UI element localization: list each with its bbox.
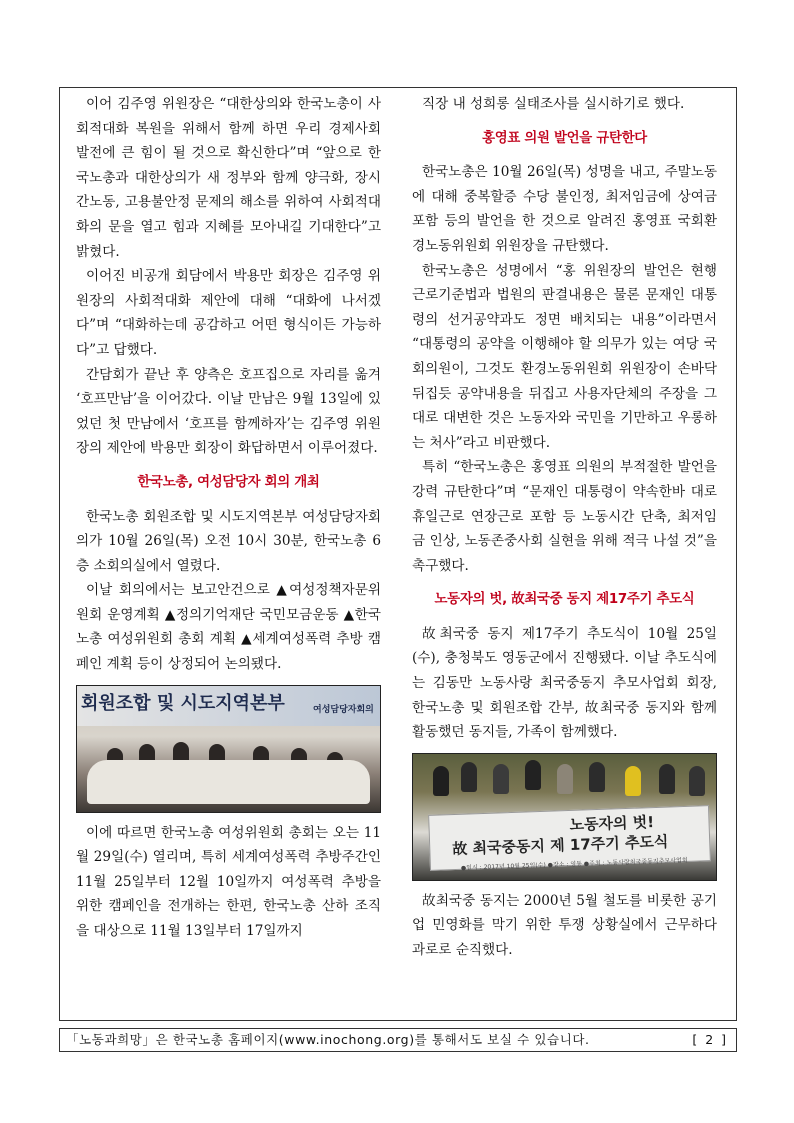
article-paragraph: 간담회가 끝난 후 양측은 호프집으로 자리를 옮겨 ‘호프만남’을 이어갔다. 이날 만남은 9월 13일에 있었던 첫 만남에서 ‘호프를 함께하자’는 김주영 위원장의 제안에 박용만 회장이 화답하면서 이루어졌다. — [76, 366, 381, 457]
meeting-banner-small-text: 여성담당자회의 — [313, 704, 374, 715]
right-column — [412, 92, 717, 963]
left-column — [76, 92, 381, 944]
memorial-banner-line1: 노동자의 벗! — [569, 812, 655, 834]
memorial-person — [493, 764, 509, 794]
memorial-photo — [412, 753, 717, 881]
article-paragraph: 특히 “한국노총은 홍영표 의원의 부적절한 발언을 강력 규탄한다”며 “문재인 대통령이 약속한바 대로 휴일근로 연장근로 포함 등 노동시간 단축, 최저임금 인상, 노동존중사회 실현을 위해 적극 나설 것”을 촉구했다. — [412, 459, 717, 574]
memorial-person — [525, 760, 541, 790]
memorial-banner — [428, 805, 711, 871]
meeting-photo — [76, 685, 381, 813]
article-paragraph: 이날 회의에서는 보고안건으로 ▲여성정책자문위원회 운영계획 ▲정의기억재단 국민모금운동 ▲한국노총 여성위원회 총회 계획 ▲세계여성폭력 추방 캠페인 계획 등이 상정되어 논의됐다. — [76, 582, 381, 673]
article-paragraph: 故최국중 동지 제17주기 추도식이 10월 25일(수), 충청북도 영동군에서 진행됐다. 이날 추도식에는 김동만 노동사랑 최국중동지 추모사업회 회장, 한국노총 및 회원조합 간부, 故최국중 동지와 함께 활동했던 동지들, 가족이 함께했다. — [412, 625, 717, 741]
meeting-banner-text: 회원조합 및 시도지역본부 — [81, 692, 285, 714]
article-paragraph: 이어 김주영 위원장은 “대한상의와 한국노총이 사회적대화 복원을 위해서 함께 하면 우리 경제사회 발전에 큰 힘이 될 것으로 확신한다”며 “앞으로 한국노총과 대한상의가 새 정부와 함께 양극화, 장시간노동, 고용불안정 문제의 해소를 위하여 사회적대화의 문을 열고 힘과 지혜를 모아내길 기대한다”고 밝혔다. — [76, 96, 381, 260]
memorial-person — [557, 764, 573, 794]
article-paragraph: 한국노총 회원조합 및 시도지역본부 여성담당자회의가 10월 26일(목) 오전 10시 30분, 한국노총 6층 소회의실에서 열렸다. — [76, 508, 381, 574]
article-paragraph: 故최국중 동지는 2000년 5월 철도를 비롯한 공기업 민영화를 막기 위한 투쟁 상황실에서 근무하다 과로로 순직했다. — [412, 892, 717, 959]
memorial-person — [461, 762, 477, 792]
memorial-banner-line2: 故 최국중동지 제 17주기 추도식 — [452, 832, 669, 858]
memorial-person — [433, 766, 449, 796]
article-paragraph: 한국노총은 10월 26일(목) 성명을 내고, 주말노동에 대해 중복할증 수당 불인정, 최저임금에 상여금 포함 등의 발언을 한 것으로 알려진 홍영표 국회환경노동위원회 위원장을 규탄했다. — [412, 164, 717, 254]
footer-text: 「노동과희망」은 한국노총 홈페이지(www.inochong.org)를 통해서도 보실 수 있습니다. — [66, 1032, 590, 1047]
article-paragraph: 이어진 비공개 회담에서 박용만 회장은 김주영 위원장의 사회적대화 제안에 대해 “대화에 나서겠다”며 “대화하는데 공감하고 어떤 형식이든 가능하다”고 답했다. — [76, 268, 381, 358]
article-paragraph: 한국노총은 성명에서 “홍 위원장의 발언은 현행 근로기준법과 법원의 판결내용은 물론 문재인 대통령의 선거공약과도 정면 배치되는 내용”이라면서 “대통령의 공약을 이행해야 할 의무가 있는 여당 국회의원이, 그것도 환경노동위원회 위원장이 손바닥 뒤집듯 공약내용을 뒤집고 사용자단체의 주장을 그대로 대변한 것은 노동자와 국민을 기만하고 우롱하는 처사”라고 비판했다. — [412, 262, 717, 451]
memorial-person — [689, 766, 705, 796]
article-paragraph: 이에 따르면 한국노총 여성위원회 총회는 오는 11월 29일(수) 열리며, 특히 세계여성폭력 추방주간인 11월 25일부터 12월 10일까지 여성폭력 추방을 위한 캠페인을 전개하는 한편, 한국노총 산하 조직을 대상으로 11월 13일부터 17일까지 — [76, 824, 381, 940]
meeting-photo-banner — [77, 686, 380, 726]
page-footer — [59, 1028, 737, 1052]
section-heading-hong-statement: 홍영표 의원 발언을 규탄한다 — [482, 130, 647, 146]
memorial-banner-line3: ●일시 : 2017년 10월 25일(수) ●장소 : 영동 ●주최 : 노동사랑최국중동지추모사업회 — [460, 856, 688, 872]
memorial-person — [625, 766, 641, 796]
section-heading-memorial: 노동자의 벗, 故최국중 동지 제17주기 추도식 — [434, 592, 695, 608]
meeting-table — [87, 760, 370, 804]
page-number: [ 2 ] — [692, 1032, 728, 1047]
section-heading-women-meeting: 한국노총, 여성담당자 회의 개최 — [137, 474, 320, 490]
memorial-person — [589, 762, 605, 792]
memorial-person — [659, 764, 675, 794]
article-paragraph: 직장 내 성희롱 실태조사를 실시하기로 했다. — [422, 96, 685, 112]
